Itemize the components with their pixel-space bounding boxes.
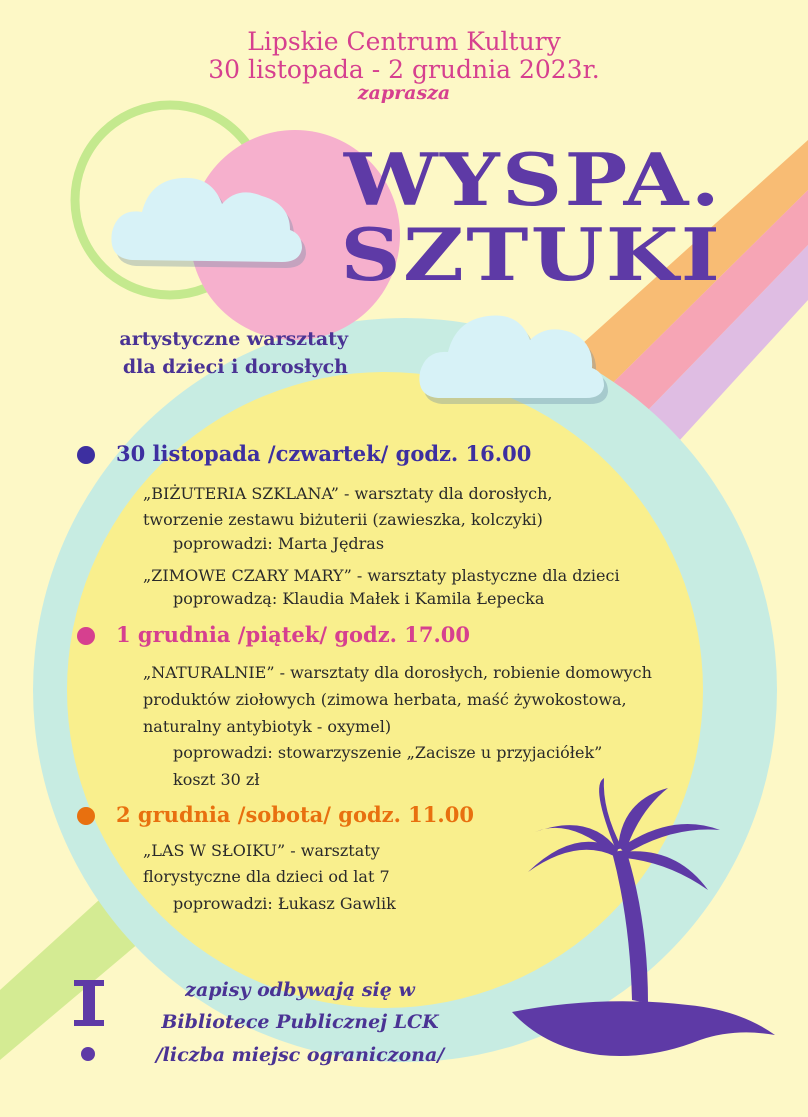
- event-1-line-1: „BIŻUTERIA SZKLANA” - warsztaty dla dorosłych,: [143, 484, 553, 503]
- event-3-line-2: florystyczne dla dzieci od lat 7: [143, 867, 390, 886]
- title-line-2: SZTUKI: [340, 212, 722, 297]
- event-2-line-2: produktów ziołowych (zimowa herbata, maść żywokostowa,: [143, 690, 627, 709]
- event-1-line-2: tworzenie zestawu biżuterii (zawieszka, kolczyki): [143, 510, 543, 529]
- footer-line-1: zapisy odbywają się w: [185, 979, 415, 1001]
- event-1-line-4: „ZIMOWE CZARY MARY” - warsztaty plastyczne dla dzieci: [143, 566, 620, 585]
- bullet-dot: [77, 807, 95, 825]
- event-2-line-3: naturalny antybiotyk - oxymel): [143, 717, 392, 736]
- info-dot: [81, 1047, 95, 1061]
- event-1-line-3: poprowadzi: Marta Jędras: [173, 534, 385, 553]
- invite-text: zaprasza: [357, 82, 451, 104]
- subtitle-line-2: dla dzieci i dorosłych: [122, 356, 348, 378]
- event-3-line-3: poprowadzi: Łukasz Gawlik: [173, 894, 396, 913]
- event-1-line-5: poprowadzą: Klaudia Małek i Kamila Łepecka: [173, 589, 545, 608]
- organizer-name: Lipskie Centrum Kultury: [247, 27, 561, 56]
- event-dates: 30 listopada - 2 grudnia 2023r.: [208, 55, 600, 84]
- title-line-1: WYSPA.: [343, 137, 722, 222]
- footer-line-3: /liczba miejsc ograniczona/: [155, 1044, 445, 1066]
- bullet-dot: [77, 446, 95, 464]
- event-1-date: 30 listopada /czwartek/ godz. 16.00: [116, 441, 532, 466]
- subtitle-line-1: artystyczne warsztaty: [119, 328, 348, 350]
- event-2-line-4: poprowadzi: stowarzyszenie „Zacisze u przyjaciółek”: [173, 743, 603, 762]
- footer-line-2: Bibliotece Publicznej LCK: [161, 1011, 439, 1033]
- bullet-dot: [77, 627, 95, 645]
- event-2-line-5: koszt 30 zł: [173, 770, 260, 789]
- event-3-line-1: „LAS W SŁOIKU” - warsztaty: [143, 841, 380, 860]
- event-2-line-1: „NATURALNIE” - warsztaty dla dorosłych, robienie domowych: [143, 663, 652, 682]
- event-2-date: 1 grudnia /piątek/ godz. 17.00: [116, 622, 470, 647]
- event-3-date: 2 grudnia /sobota/ godz. 11.00: [116, 802, 474, 827]
